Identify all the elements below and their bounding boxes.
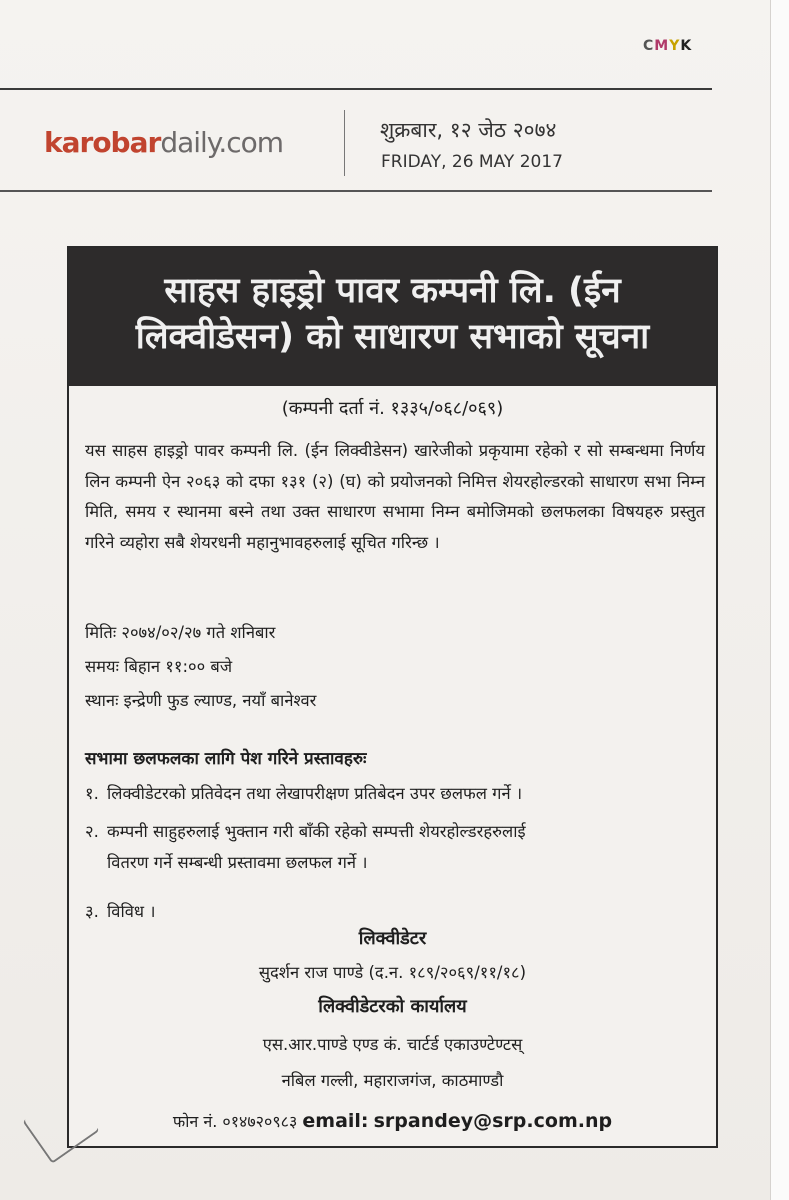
- cmyk-y: Y: [669, 38, 681, 54]
- firm-name: एस.आर.पाण्डे एण्ड कं. चार्टर्ड एकाउण्टेण्टस्: [262, 1035, 523, 1054]
- date-english: FRIDAY, 26 MAY 2017: [381, 152, 563, 172]
- agenda-text: कम्पनी साहुहरुलाई भुक्तान गरी बाँकी रहेको सम्पत्ती शेयरहोल्डरहरुलाई: [107, 822, 526, 841]
- cmyk-m: M: [654, 38, 670, 54]
- contact-line: [69, 1110, 716, 1132]
- notice-body: यस साहस हाइड्रो पावर कम्पनी लि. (ईन लिक्वीडेसन) खारेजीको प्रकृयामा रहेको र सो सम्बन्धमा निर्णय लिन कम्पनी ऐन २०६३ को दफा १३१ (२) (घ) को प्रयोजनको निमित्त शेयरहोल्डरको साधारण सभा निम्न मिति, समय र स्थानमा बस्ने तथा उक्त साधारण सभामा निम्न बमोजिमको छलफलका विषयहरु प्रस्तुत गरिने व्यहोरा सबै शेयरधनी महानुभावहरुलाई सूचित गरिन्छ ।: [85, 441, 705, 552]
- signatory-title: लिक्वीडेटर: [358, 928, 427, 949]
- masthead-bottom-rule: [0, 190, 712, 192]
- meeting-place: स्थानः इन्द्रेणी फुड ल्याण्ड, नयाँ बानेश्वर: [85, 691, 317, 710]
- agenda-item: [85, 896, 709, 927]
- email-address[interactable]: srpandey@srp.com.np: [373, 1110, 613, 1132]
- page-edge: [770, 0, 789, 1200]
- logo-suffix: daily.com: [160, 126, 284, 159]
- agenda-text: विविध ।: [107, 902, 156, 921]
- agenda-number: १.: [85, 784, 99, 803]
- agenda-number: ३.: [85, 902, 99, 921]
- masthead-top-rule: [0, 88, 712, 90]
- firm-address: नबिल गल्ली, महाराजगंज, काठमाण्डौ: [281, 1071, 504, 1090]
- signatory-name: सुदर्शन राज पाण्डे (द.न. १८९/२०६९/११/१८): [258, 963, 527, 982]
- agenda-item: [85, 778, 709, 809]
- masthead-divider: [344, 110, 345, 176]
- agenda-number: २.: [85, 822, 99, 841]
- logo-brand: karobar: [44, 126, 161, 159]
- cmyk-registration-mark: [643, 38, 692, 54]
- notice-title-box: [69, 248, 716, 386]
- company-registration-number: (कम्पनी दर्ता नं. १३३५/०६८/०६९): [281, 398, 504, 419]
- notice-box: [67, 246, 718, 1148]
- cmyk-k: K: [680, 38, 693, 54]
- agenda-item: [85, 816, 709, 878]
- cmyk-c: C: [643, 38, 655, 54]
- meeting-date: मितिः २०७४/०२/२७ गते शनिबार: [85, 623, 276, 642]
- notice-title-line-1: साहस हाइड्रो पावर कम्पनी लि. (ईन: [164, 271, 621, 311]
- agenda-text: लिक्वीडेटरको प्रतिवेदन तथा लेखापरीक्षण प्रतिबेदन उपर छलफल गर्ने ।: [107, 784, 523, 803]
- date-nepali: शुक्रबार, १२ जेठ २०७४: [380, 118, 557, 142]
- newspaper-logo: [44, 126, 283, 159]
- office-title: लिक्वीडेटरको कार्यालय: [318, 996, 467, 1017]
- email-label: email:: [302, 1110, 369, 1132]
- agenda-text-continued: वितरण गर्ने सम्बन्धी प्रस्तावमा छलफल गर्ने ।: [107, 853, 368, 872]
- agenda-heading: सभामा छलफलका लागि पेश गरिने प्रस्तावहरुः: [85, 749, 367, 769]
- notice-title-line-2: लिक्वीडेसन) को साधारण सभाको सूचना: [135, 317, 650, 357]
- meeting-time: समयः बिहान ११:०० बजे: [85, 657, 233, 676]
- phone-number: फोन नं. ०१४७२०९८३: [172, 1112, 298, 1131]
